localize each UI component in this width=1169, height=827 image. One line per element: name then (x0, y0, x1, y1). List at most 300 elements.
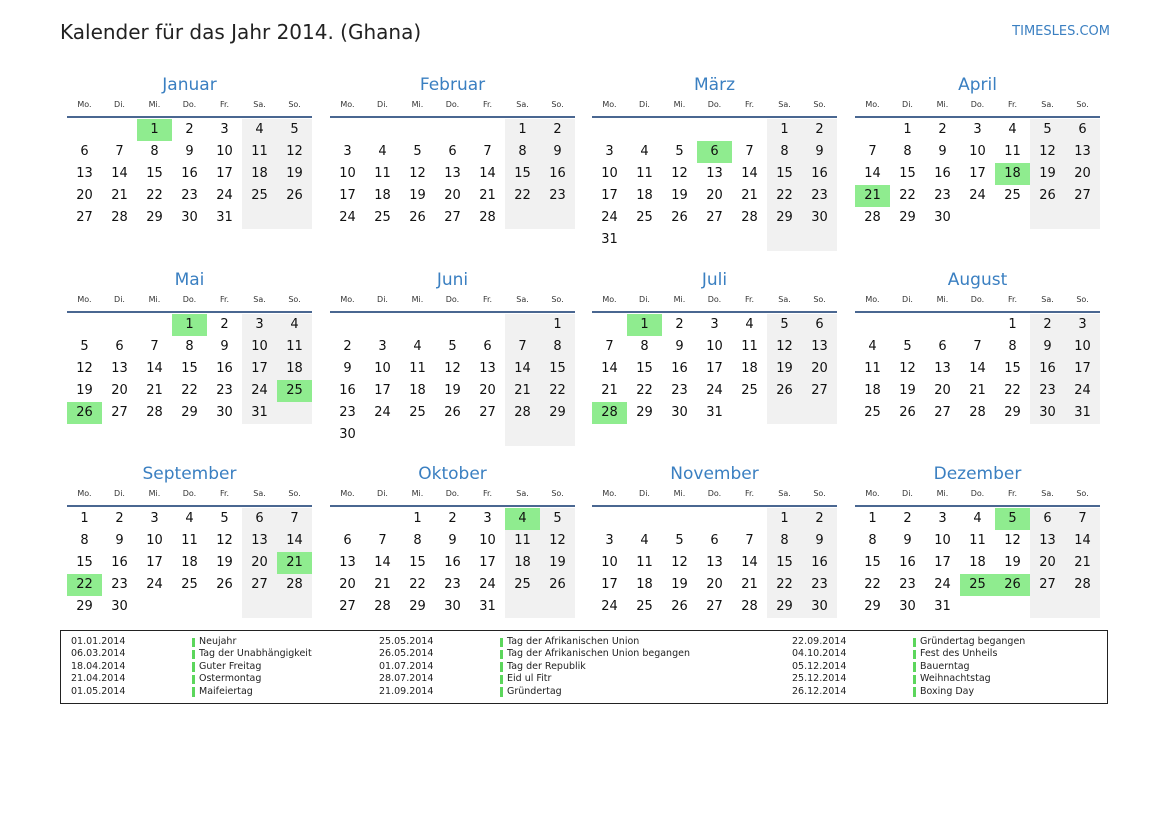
weekday-label: Di. (377, 489, 388, 498)
day-cell: 17 (601, 577, 618, 592)
day-cell: 7 (290, 511, 299, 526)
day-cell: 25 (514, 577, 531, 592)
day-cell: 30 (339, 427, 356, 442)
day-cell: 16 (444, 555, 461, 570)
day-cell: 13 (706, 555, 723, 570)
holiday-day-cell: 26 (995, 574, 1030, 596)
day-cell: 31 (706, 405, 723, 420)
holiday-marker (192, 675, 195, 685)
day-cell: 11 (409, 361, 426, 376)
day-cell: 8 (640, 339, 649, 354)
weekday-label: Sa. (253, 295, 266, 304)
day-cell: 6 (710, 533, 719, 548)
weekday-label: Mi. (411, 100, 424, 109)
weekday-label: Mo. (865, 489, 880, 498)
day-cell: 20 (1074, 166, 1091, 181)
weekday-label: Sa. (516, 295, 529, 304)
day-cell: 21 (111, 188, 128, 203)
day-cell: 16 (671, 361, 688, 376)
day-cell: 18 (636, 188, 653, 203)
legend-date: 01.05.2014 (71, 685, 126, 697)
day-cell: 5 (448, 339, 457, 354)
day-cell: 23 (934, 188, 951, 203)
day-cell: 8 (80, 533, 89, 548)
days-grid (855, 119, 1100, 251)
legend-holiday-name: Gründertag begangen (920, 636, 1026, 647)
day-cell: 18 (864, 383, 881, 398)
day-cell: 13 (1039, 533, 1056, 548)
day-cell: 20 (934, 383, 951, 398)
day-cell: 3 (1078, 317, 1087, 332)
day-cell: 16 (111, 555, 128, 570)
header-divider (855, 116, 1100, 118)
weekday-header (855, 293, 1100, 307)
weekday-label: Sa. (253, 100, 266, 109)
holiday-day-cell: 25 (277, 380, 312, 402)
days-grid (592, 314, 837, 446)
day-cell: 28 (111, 210, 128, 225)
weekday-label: Sa. (778, 489, 791, 498)
legend-holiday-name: Ostermontag (199, 673, 262, 685)
day-cell: 23 (216, 383, 233, 398)
day-cell: 15 (636, 361, 653, 376)
weekday-label: Mi. (411, 489, 424, 498)
weekday-label: Mo. (77, 489, 92, 498)
day-cell: 12 (671, 555, 688, 570)
day-cell: 3 (255, 317, 264, 332)
day-cell: 5 (80, 339, 89, 354)
day-cell: 15 (76, 555, 93, 570)
day-cell: 21 (374, 577, 391, 592)
day-cell: 23 (899, 577, 916, 592)
weekday-label: Do. (970, 100, 985, 109)
day-cell: 7 (1078, 511, 1087, 526)
weekday-label: Do. (707, 489, 722, 498)
day-cell: 1 (553, 317, 562, 332)
day-cell: 11 (636, 555, 653, 570)
day-cell: 24 (601, 599, 618, 614)
day-cell: 3 (220, 122, 229, 137)
day-cell: 12 (549, 533, 566, 548)
day-cell: 10 (479, 533, 496, 548)
weekday-label: So. (813, 100, 826, 109)
day-cell: 4 (255, 122, 264, 137)
day-cell: 17 (374, 383, 391, 398)
day-cell: 1 (1008, 317, 1017, 332)
day-cell: 20 (76, 188, 93, 203)
days-grid (67, 119, 312, 251)
day-cell: 4 (640, 144, 649, 159)
day-cell: 25 (1004, 188, 1021, 203)
day-cell: 28 (969, 405, 986, 420)
month-juli (592, 269, 837, 449)
month-märz (592, 74, 837, 254)
month-title: November (670, 464, 759, 484)
day-cell: 5 (780, 317, 789, 332)
holiday-marker (500, 650, 503, 660)
day-cell: 5 (290, 122, 299, 137)
holiday-marker (500, 662, 503, 672)
day-cell: 6 (815, 317, 824, 332)
day-cell: 12 (216, 533, 233, 548)
day-cell: 5 (675, 144, 684, 159)
day-cell: 17 (601, 188, 618, 203)
day-cell: 7 (868, 144, 877, 159)
weekday-label: Do. (182, 295, 197, 304)
weekday-label: Mi. (936, 100, 949, 109)
header-divider (592, 505, 837, 507)
weekday-label: Do. (445, 295, 460, 304)
weekday-label: Fr. (482, 489, 493, 498)
weekday-label: Di. (639, 295, 650, 304)
day-cell: 31 (216, 210, 233, 225)
legend-holiday-name: Tag der Republik (507, 660, 586, 672)
day-cell: 21 (741, 188, 758, 203)
day-cell: 2 (220, 317, 229, 332)
day-cell: 24 (251, 383, 268, 398)
day-cell: 29 (899, 210, 916, 225)
legend-holiday-name: Fest des Unheils (920, 648, 998, 660)
day-cell: 29 (549, 405, 566, 420)
weekday-header (592, 487, 837, 501)
day-cell: 24 (479, 577, 496, 592)
weekday-label: Mo. (602, 489, 617, 498)
day-cell: 21 (741, 577, 758, 592)
day-cell: 16 (811, 166, 828, 181)
day-cell: 9 (815, 533, 824, 548)
days-grid (592, 508, 837, 640)
day-cell: 11 (741, 339, 758, 354)
day-cell: 10 (146, 533, 163, 548)
legend-date: 04.10.2014 (792, 648, 847, 660)
day-cell: 16 (811, 555, 828, 570)
day-cell: 25 (741, 383, 758, 398)
day-cell: 7 (518, 339, 527, 354)
day-cell: 21 (479, 188, 496, 203)
day-cell: 10 (251, 339, 268, 354)
day-cell: 28 (479, 210, 496, 225)
weekday-label: Mo. (340, 295, 355, 304)
weekday-label: Mo. (77, 295, 92, 304)
day-cell: 2 (815, 122, 824, 137)
holiday-day-cell: 21 (277, 552, 312, 574)
day-cell: 13 (934, 361, 951, 376)
holiday-day-cell: 26 (67, 402, 102, 424)
day-cell: 17 (479, 555, 496, 570)
weekday-label: Mi. (673, 100, 686, 109)
weekday-label: Sa. (253, 489, 266, 498)
weekday-header (855, 487, 1100, 501)
weekday-label: Di. (639, 100, 650, 109)
day-cell: 15 (864, 555, 881, 570)
day-cell: 23 (549, 188, 566, 203)
day-cell: 21 (601, 383, 618, 398)
day-cell: 3 (378, 339, 387, 354)
day-cell: 13 (444, 166, 461, 181)
weekday-label: Mo. (602, 100, 617, 109)
day-cell: 20 (111, 383, 128, 398)
day-cell: 17 (1074, 361, 1091, 376)
weekday-label: Fr. (1007, 100, 1018, 109)
day-cell: 18 (741, 361, 758, 376)
holiday-marker (500, 638, 503, 648)
day-cell: 23 (181, 188, 198, 203)
holiday-day-cell: 21 (855, 185, 890, 207)
day-cell: 29 (409, 599, 426, 614)
day-cell: 30 (216, 405, 233, 420)
day-cell: 19 (286, 166, 303, 181)
weekday-label: Do. (707, 100, 722, 109)
day-cell: 22 (864, 577, 881, 592)
weekday-label: Di. (902, 100, 913, 109)
day-cell: 18 (969, 555, 986, 570)
holiday-day-cell: 6 (697, 141, 732, 163)
day-cell: 22 (1004, 383, 1021, 398)
day-cell: 3 (973, 122, 982, 137)
month-juni (330, 269, 575, 449)
day-cell: 22 (776, 577, 793, 592)
day-cell: 21 (146, 383, 163, 398)
days-grid (330, 508, 575, 640)
day-cell: 1 (518, 122, 527, 137)
day-cell: 5 (903, 339, 912, 354)
day-cell: 14 (1074, 533, 1091, 548)
legend-date: 05.12.2014 (792, 660, 847, 672)
weekday-label: Mi. (673, 489, 686, 498)
day-cell: 2 (938, 122, 947, 137)
weekday-label: Fr. (219, 100, 230, 109)
month-november (592, 463, 837, 643)
day-cell: 27 (1039, 577, 1056, 592)
day-cell: 10 (934, 533, 951, 548)
day-cell: 28 (374, 599, 391, 614)
day-cell: 2 (675, 317, 684, 332)
day-cell: 24 (374, 405, 391, 420)
day-cell: 1 (80, 511, 89, 526)
day-cell: 28 (741, 210, 758, 225)
day-cell: 20 (706, 577, 723, 592)
day-cell: 13 (479, 361, 496, 376)
weekday-label: Do. (182, 100, 197, 109)
day-cell: 19 (776, 361, 793, 376)
day-cell: 26 (286, 188, 303, 203)
weekday-label: Fr. (744, 295, 755, 304)
weekday-label: Do. (970, 489, 985, 498)
day-cell: 31 (934, 599, 951, 614)
day-cell: 10 (1074, 339, 1091, 354)
weekday-header (330, 98, 575, 112)
weekday-label: Sa. (516, 489, 529, 498)
weekday-label: Do. (970, 295, 985, 304)
weekday-label: Mi. (936, 489, 949, 498)
day-cell: 2 (185, 122, 194, 137)
day-cell: 28 (146, 405, 163, 420)
header-divider (330, 505, 575, 507)
day-cell: 1 (868, 511, 877, 526)
day-cell: 4 (973, 511, 982, 526)
legend-holiday-name: Gründertag (507, 685, 562, 697)
month-title: August (947, 270, 1008, 290)
weekday-label: Di. (377, 100, 388, 109)
legend-date: 22.09.2014 (792, 636, 847, 647)
holiday-day-cell: 22 (67, 574, 102, 596)
day-cell: 18 (251, 166, 268, 181)
day-cell: 4 (745, 317, 754, 332)
weekday-label: Mo. (77, 100, 92, 109)
day-cell: 19 (549, 555, 566, 570)
day-cell: 2 (903, 511, 912, 526)
day-cell: 30 (934, 210, 951, 225)
month-title: Januar (162, 75, 217, 95)
day-cell: 11 (181, 533, 198, 548)
day-cell: 25 (409, 405, 426, 420)
day-cell: 3 (150, 511, 159, 526)
day-cell: 15 (146, 166, 163, 181)
weekday-label: Do. (182, 489, 197, 498)
holiday-day-cell: 5 (995, 508, 1030, 530)
day-cell: 29 (181, 405, 198, 420)
weekday-label: So. (1076, 489, 1089, 498)
day-cell: 11 (286, 339, 303, 354)
day-cell: 4 (640, 533, 649, 548)
day-cell: 27 (339, 599, 356, 614)
day-cell: 11 (514, 533, 531, 548)
day-cell: 27 (706, 599, 723, 614)
day-cell: 5 (1043, 122, 1052, 137)
day-cell: 14 (741, 166, 758, 181)
day-cell: 9 (220, 339, 229, 354)
day-cell: 17 (146, 555, 163, 570)
days-grid (855, 508, 1100, 640)
day-cell: 7 (745, 533, 754, 548)
day-cell: 12 (409, 166, 426, 181)
day-cell: 5 (220, 511, 229, 526)
legend-date: 25.12.2014 (792, 673, 847, 685)
day-cell: 7 (150, 339, 159, 354)
day-cell: 18 (636, 577, 653, 592)
day-cell: 13 (706, 166, 723, 181)
day-cell: 27 (706, 210, 723, 225)
day-cell: 8 (518, 144, 527, 159)
day-cell: 9 (343, 361, 352, 376)
day-cell: 22 (549, 383, 566, 398)
day-cell: 27 (479, 405, 496, 420)
weekday-label: Sa. (778, 295, 791, 304)
day-cell: 9 (815, 144, 824, 159)
day-cell: 30 (1039, 405, 1056, 420)
weekday-label: Do. (445, 489, 460, 498)
day-cell: 7 (973, 339, 982, 354)
day-cell: 10 (601, 166, 618, 181)
day-cell: 27 (76, 210, 93, 225)
weekday-label: Sa. (778, 100, 791, 109)
legend-holiday-name: Tag der Afrikanischen Union (507, 636, 640, 647)
day-cell: 13 (339, 555, 356, 570)
day-cell: 22 (636, 383, 653, 398)
day-cell: 28 (286, 577, 303, 592)
day-cell: 11 (251, 144, 268, 159)
weekday-label: Di. (114, 100, 125, 109)
day-cell: 30 (444, 599, 461, 614)
header-divider (67, 505, 312, 507)
days-grid (330, 314, 575, 446)
day-cell: 8 (413, 533, 422, 548)
day-cell: 2 (448, 511, 457, 526)
legend-date: 06.03.2014 (71, 648, 126, 660)
weekday-header (592, 98, 837, 112)
legend-holiday-name: Guter Freitag (199, 660, 262, 672)
day-cell: 23 (811, 188, 828, 203)
day-cell: 2 (553, 122, 562, 137)
day-cell: 19 (671, 188, 688, 203)
legend-date: 26.12.2014 (792, 685, 847, 697)
day-cell: 26 (409, 210, 426, 225)
day-cell: 11 (864, 361, 881, 376)
day-cell: 29 (146, 210, 163, 225)
day-cell: 4 (185, 511, 194, 526)
day-cell: 5 (553, 511, 562, 526)
day-cell: 17 (706, 361, 723, 376)
header-divider (67, 116, 312, 118)
month-title: Juni (436, 270, 469, 290)
day-cell: 6 (483, 339, 492, 354)
day-cell: 4 (378, 144, 387, 159)
weekday-label: So. (288, 295, 301, 304)
day-cell: 24 (601, 210, 618, 225)
day-cell: 24 (339, 210, 356, 225)
day-cell: 13 (76, 166, 93, 181)
header-divider (330, 311, 575, 313)
day-cell: 26 (671, 599, 688, 614)
day-cell: 31 (601, 232, 618, 247)
day-cell: 12 (444, 361, 461, 376)
weekday-label: Do. (707, 295, 722, 304)
month-september (67, 463, 312, 643)
month-title: Februar (419, 75, 486, 95)
day-cell: 2 (1043, 317, 1052, 332)
day-cell: 16 (549, 166, 566, 181)
header-divider (330, 116, 575, 118)
day-cell: 24 (934, 577, 951, 592)
day-cell: 14 (286, 533, 303, 548)
legend-date: 01.07.2014 (379, 660, 434, 672)
weekday-header (855, 98, 1100, 112)
day-cell: 23 (1039, 383, 1056, 398)
day-cell: 28 (1074, 577, 1091, 592)
day-cell: 6 (1043, 511, 1052, 526)
day-cell: 3 (605, 144, 614, 159)
day-cell: 19 (444, 383, 461, 398)
day-cell: 20 (339, 577, 356, 592)
day-cell: 20 (251, 555, 268, 570)
day-cell: 22 (181, 383, 198, 398)
weekday-header (592, 293, 837, 307)
day-cell: 1 (780, 511, 789, 526)
day-cell: 31 (251, 405, 268, 420)
day-cell: 9 (553, 144, 562, 159)
day-cell: 29 (636, 405, 653, 420)
day-cell: 6 (1078, 122, 1087, 137)
brand-link[interactable]: TIMESLES.COM (1012, 24, 1110, 39)
holiday-marker (913, 638, 916, 648)
day-cell: 1 (903, 122, 912, 137)
day-cell: 22 (899, 188, 916, 203)
weekday-label: Di. (902, 489, 913, 498)
weekday-label: Di. (377, 295, 388, 304)
holiday-day-cell: 28 (592, 402, 627, 424)
day-cell: 27 (811, 383, 828, 398)
day-cell: 7 (745, 144, 754, 159)
